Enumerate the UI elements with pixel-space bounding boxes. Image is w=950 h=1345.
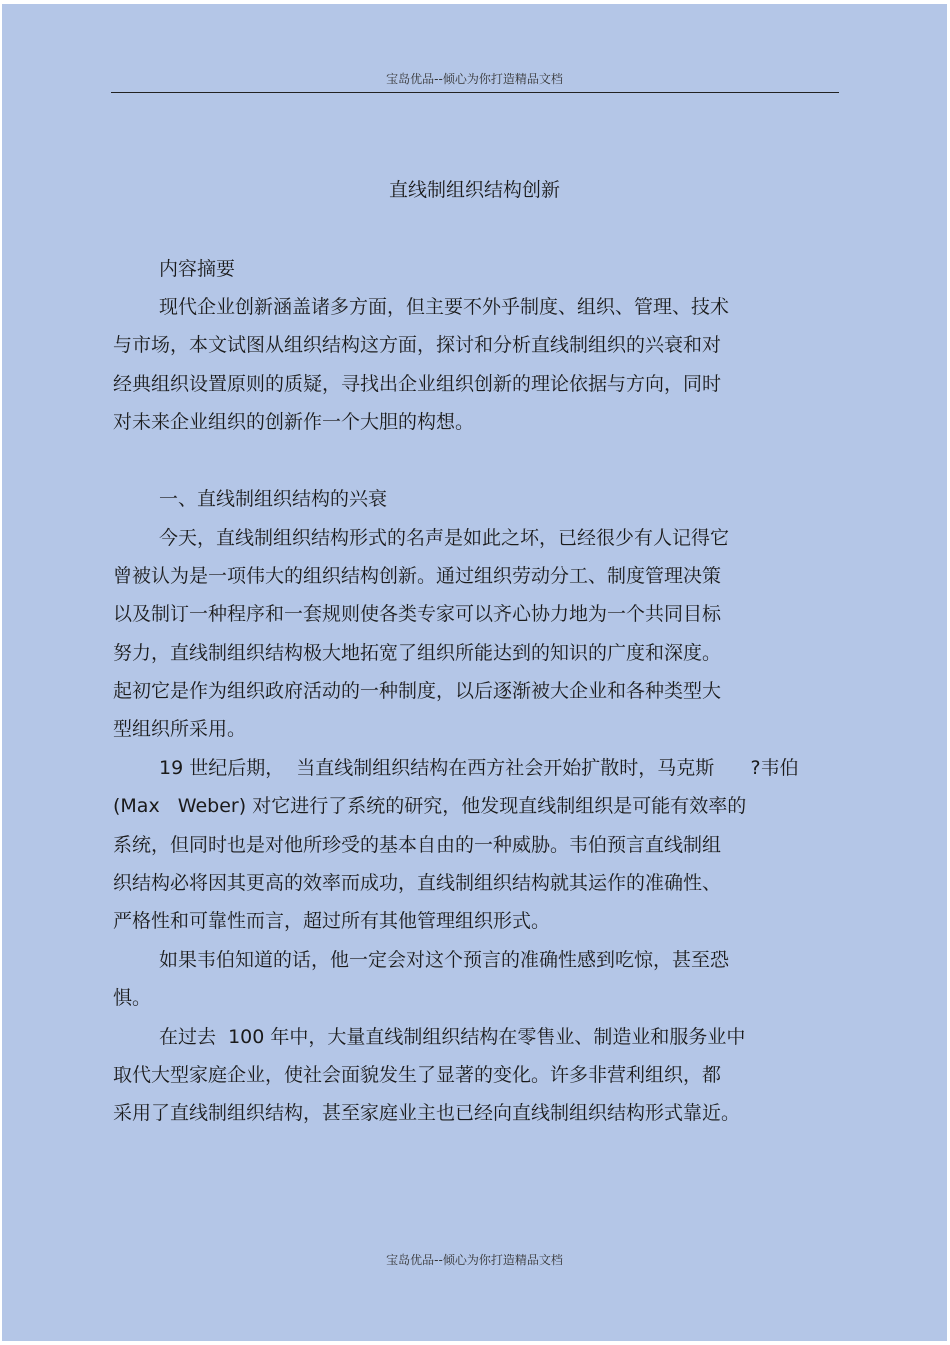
paragraph-line: 织结构必将因其更高的效率而成功，直线制组织结构就其运作的准确性、 [113,872,722,894]
paragraph-line: 如果韦伯知道的话，他一定会对这个预言的准确性感到吃惊，甚至恐 [159,949,730,971]
paragraph-line: 今天，直线制组织结构形式的名声是如此之坏，已经很少有人记得它 [159,527,730,549]
paragraph-line: 严格性和可靠性而言，超过所有其他管理组织形式。 [113,910,551,932]
paragraph-line: 型组织所采用。 [113,718,247,740]
document-page [2,4,947,1341]
section-heading-abstract: 内容摘要 [159,258,236,280]
paragraph-line: 系统，但同时也是对他所珍受的基本自由的一种威胁。韦伯预言直线制组 [113,834,722,856]
paragraph-line: (Max Weber) 对它进行了系统的研究，他发现直线制组织是可能有效率的 [113,795,747,817]
paragraph-line: 经典组织设置原则的质疑，寻找出企业组织创新的理论依据与方向，同时 [113,373,722,395]
paragraph-line: 在过去 100 年中，大量直线制组织结构在零售业、制造业和服务业中 [159,1026,746,1048]
paragraph-line: 惧。 [113,987,152,1009]
header-divider [111,92,839,93]
page-footer: 宝岛优品--倾心为你打造精品文档 [386,1253,563,1267]
paragraph-line: 努力，直线制组织结构极大地拓宽了组织所能达到的知识的广度和深度。 [113,642,722,664]
paragraph-line: 现代企业创新涵盖诸多方面，但主要不外乎制度、组织、管理、技术 [159,296,730,318]
paragraph-line: 起初它是作为组织政府活动的一种制度，以后逐渐被大企业和各种类型大 [113,680,722,702]
page-header: 宝岛优品--倾心为你打造精品文档 [386,72,563,86]
paragraph-line: 19 世纪后期， 当直线制组织结构在西方社会开始扩散时，马克斯 ?韦伯 [159,757,799,779]
paragraph-line: 取代大型家庭企业，使社会面貌发生了显著的变化。许多非营利组织，都 [113,1064,722,1086]
paragraph-line: 采用了直线制组织结构，甚至家庭业主也已经向直线制组织结构形式靠近。 [113,1102,741,1124]
document-title: 直线制组织结构创新 [388,179,560,201]
section-heading-1: 一、直线制组织结构的兴衰 [159,488,388,510]
paragraph-line: 曾被认为是一项伟大的组织结构创新。通过组织劳动分工、制度管理决策 [113,565,722,587]
paragraph-line: 与市场，本文试图从组织结构这方面，探讨和分析直线制组织的兴衰和对 [113,334,722,356]
paragraph-line: 对未来企业组织的创新作一个大胆的构想。 [113,411,475,433]
paragraph-line: 以及制订一种程序和一套规则使各类专家可以齐心协力地为一个共同目标 [113,603,722,625]
